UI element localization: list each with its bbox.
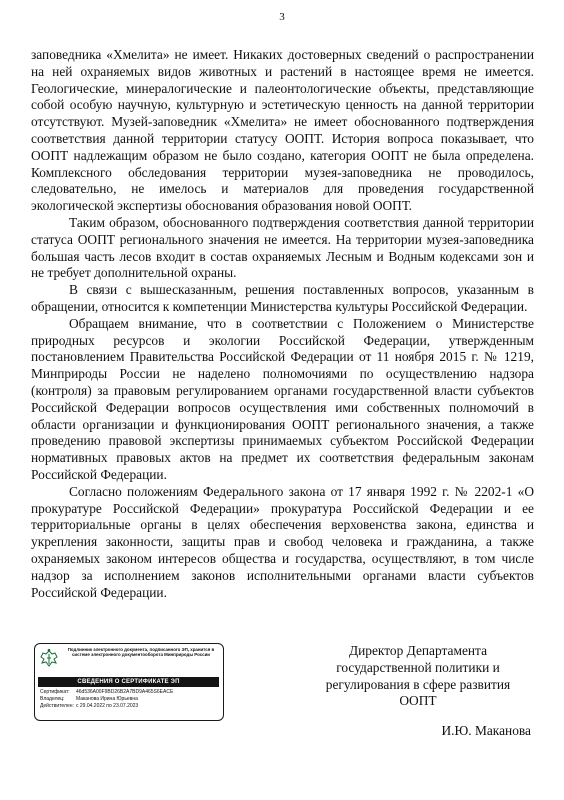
paragraph-3: В связи с вышесказанным, решения поставленных вопросов, указанным в обращении, относится к компетенции Министерства культуры Российской Федерации. — [31, 282, 534, 314]
validity-row — [40, 703, 220, 710]
paragraph-5: Согласно положениям Федерального закона от 17 января 1992 г. № 2202-1 «О прокуратуре Российской Федерации» прокуратура Российской Федерации и ее территориальные органы в целях обеспечения верховенства закона, единства и укрепления законности, защиты прав и свобод человека и гражданина, а также охраняемых законом интересов общества и государства, осуществляют, в том числе надзор за исполнением законов исполнительными органами власти субъектов Российской Федерации. — [31, 483, 534, 600]
certificate-details — [40, 689, 220, 710]
signer-name: И.Ю. Маканова — [441, 723, 531, 738]
certificate-key: Сертификат: — [40, 689, 70, 695]
position-line: регулирования в сфере развития — [325, 676, 511, 692]
owner-key: Владелец: — [40, 696, 65, 702]
position-line: Директор Департамента — [348, 643, 488, 658]
paragraph-2: Таким образом, обоснованного подтверждения соответствия данной территории статуса ООПТ регионального значения не имеется. На территории музея-заповедника большая часть лесов входит в состав охраняемых Лесным и Водным кодексами зон и не требует дополнительной охраны. — [31, 214, 534, 281]
electronic-signature-stamp — [34, 643, 224, 721]
stamp-title: СВЕДЕНИЯ О СЕРТИФИКАТЕ ЭП — [38, 677, 219, 687]
paragraph-1: заповедника «Хмелита» не имеет. Никаких достоверных сведений о распространении на ней охраняемых видов животных и растений в настоящее время не имеется. Геологические, минералогические и палеонтологические объекты, представляющие собой особую научную, культурную и эстетическую ценность на данной территории отсутствуют. Музей-заповедник «Хмелита» не имеет обоснованного подтверждения соответствия данной территории статусу ООПТ. История вопроса показывает, что ООПТ надлежащим образом не было создано, категория ООПТ не была определена. Комплексного обследования территории музея-заповедника не проводилось, следовательно, не имелось и материалов для проведения государственной экологической экспертизы обоснования образования новой ООПТ. — [31, 47, 534, 214]
coat-of-arms-icon — [39, 648, 59, 670]
position-line: государственной политики и — [336, 659, 500, 675]
owner-value: Маканова Ирина Юрьевна — [76, 696, 138, 702]
letter-body — [31, 47, 534, 601]
page-number: 3 — [279, 11, 285, 23]
validity-value: с 29.04.2022 по 23.07.2023 — [76, 703, 139, 709]
validity-key: Действителен: — [40, 703, 74, 709]
paragraph-4: Обращаем внимание, что в соответствии с Положением о Министерстве природных ресурсов и экологии Российской Федерации, утвержденным постановлением Правительства Российской Федерации от 11 ноября 2015 г. № 1219, Минприроды России не наделено полномочиями по осуществлению надзора (контроля) за правовым регулированием органами государственной власти субъектов Российской Федерации вопросов осуществления ими собственных полномочий в области организации и функционирования ООПТ регионального значения, а также проведению правовой экспертизы принимаемых субъектом Российской Федерации нормативных правовых актов на предмет их соответствия федеральным законам Российской Федерации. — [31, 315, 534, 482]
position-line: ООПТ — [399, 693, 437, 709]
owner-row — [40, 696, 220, 703]
stamp-header: Подлинник электронного документа, подписанного ЭП, хранится в системе электронного документооборота Минприроды России — [67, 647, 215, 658]
certificate-value: 46d536A00F9BD26B2A7BD9A465S6EACE — [76, 689, 174, 695]
signer-position — [315, 643, 521, 710]
certificate-row — [40, 689, 220, 696]
